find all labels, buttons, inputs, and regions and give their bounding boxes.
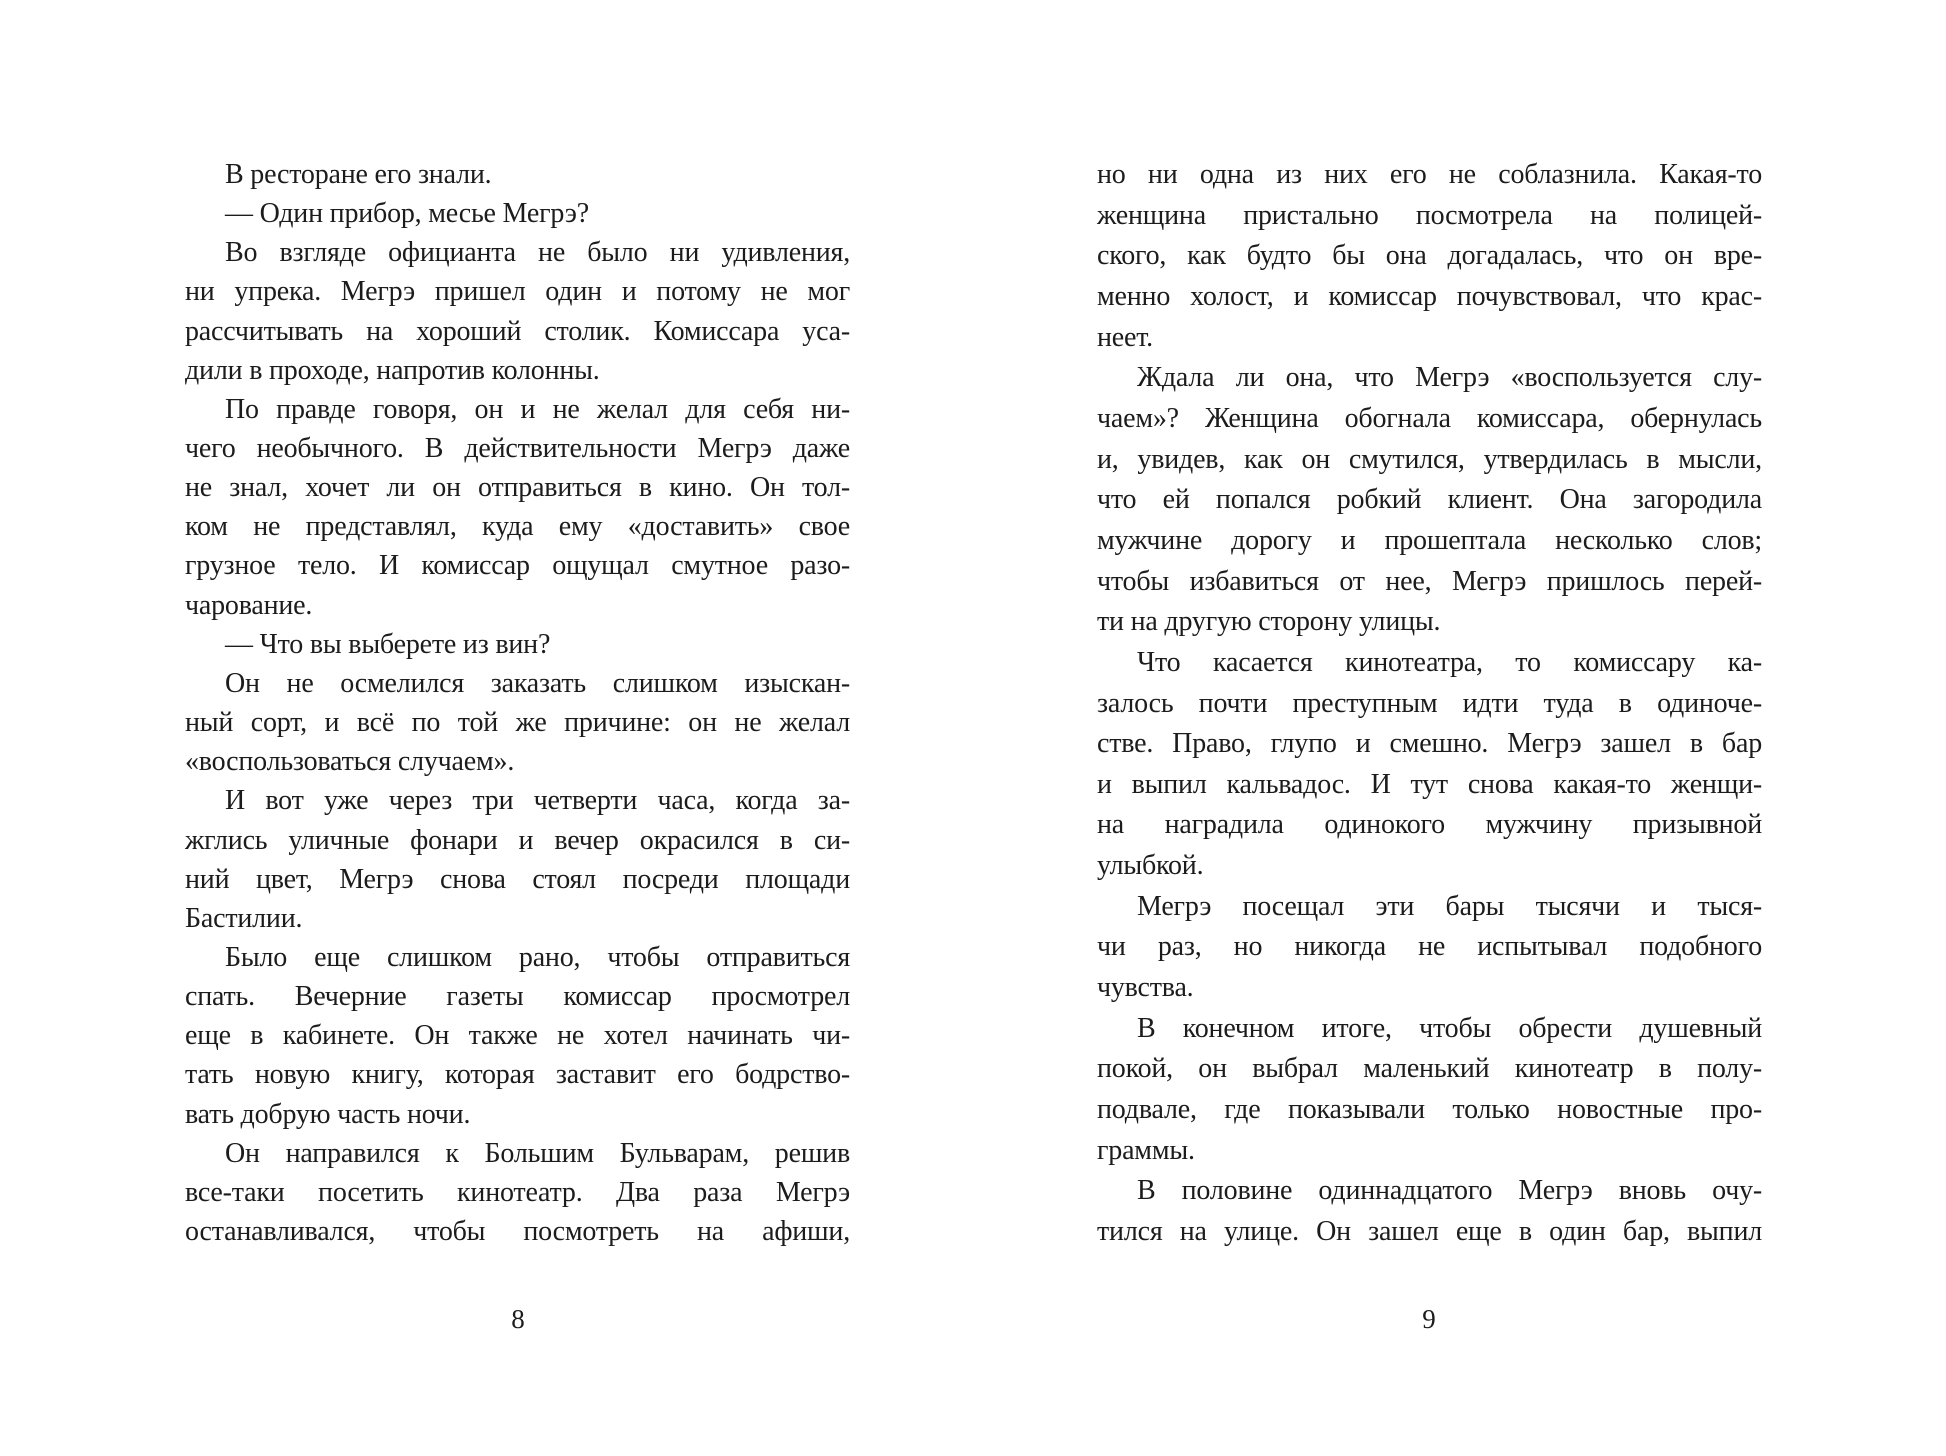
text-line: В половине одиннадцатого Мегрэ вновь очу- [1137, 1175, 1762, 1207]
text-line: тился на улице. Он зашел еще в один бар, выпил [1097, 1216, 1762, 1247]
text-line: мужчине дорогу и прошептала несколько слов; [1097, 524, 1762, 556]
text-line: ний цвет, Мегрэ снова стоял посреди площади [185, 863, 850, 895]
text-line: ского, как будто бы она догадалась, что он вре- [1097, 240, 1762, 272]
text-line: жглись уличные фонари и вечер окрасился в си- [185, 824, 850, 856]
right-page [973, 0, 1946, 1456]
text-line: улыбкой. [1097, 850, 1204, 882]
text-line: женщина пристально посмотрела на полицей- [1097, 199, 1762, 231]
text-line: ком не представлял, куда ему «доставить» свое [185, 511, 850, 543]
text-line: Что касается кинотеатра, то комиссару ка- [1137, 646, 1762, 678]
text-line: спать. Вечерние газеты комиссар просмотрел [185, 981, 850, 1013]
right-page-text [1097, 0, 1762, 1300]
text-line: «воспользоваться случаем». [185, 746, 515, 778]
text-line: Он направился к Большим Бульварам, решив [225, 1137, 850, 1169]
text-line: грузное тело. И комиссар ощущал смутное разо- [185, 550, 850, 582]
text-line: вать добрую часть ночи. [185, 1098, 471, 1130]
text-line: Мегрэ посещал эти бары тысячи и тыся- [1137, 890, 1762, 922]
text-line: дили в проходе, напротив колонны. [185, 354, 600, 386]
text-line: чувства. [1097, 972, 1194, 1004]
text-line: и, увидев, как он смутился, утвердилась в мысли, [1097, 443, 1762, 475]
text-line: на наградила одинокого мужчину призывной [1097, 809, 1762, 841]
text-line: рассчитывать на хороший столик. Комиссара уса- [185, 315, 850, 347]
text-line: ти на другую сторону улицы. [1097, 606, 1441, 638]
text-line: неет. [1097, 321, 1153, 353]
text-line: менно холост, и комиссар почувствовал, что крас- [1097, 280, 1762, 312]
text-line: И вот уже через три четверти часа, когда за- [225, 785, 850, 817]
text-line: По правде говоря, он и не желал для себя ни- [225, 393, 850, 425]
text-line: чего необычного. В действительности Мегрэ даже [185, 433, 850, 465]
text-line: стве. Право, глупо и смешно. Мегрэ зашел в бар [1097, 728, 1762, 760]
page-number: 8 [511, 1304, 525, 1334]
text-line: Во взгляде официанта не было ни удивления, [225, 237, 850, 269]
text-line: покой, он выбрал маленький кинотеатр в полу- [1097, 1053, 1762, 1085]
text-line: чарование. [185, 589, 313, 621]
text-line: и выпил кальвадос. И тут снова какая-то женщи- [1097, 768, 1762, 800]
text-line: — Один прибор, месье Мегрэ? [225, 198, 589, 230]
text-line: останавливался, чтобы посмотреть на афиши, [185, 1216, 850, 1247]
left-page-text [185, 0, 850, 1300]
text-line: Бастилии. [185, 902, 303, 934]
text-line: но ни одна из них его не соблазнила. Какая-то [1097, 159, 1762, 190]
text-line: тать новую книгу, которая заставит его бодрство- [185, 1059, 850, 1091]
text-line: все-таки посетить кинотеатр. Два раза Мегрэ [185, 1176, 850, 1208]
text-line: чтобы избавиться от нее, Мегрэ пришлось перей- [1097, 565, 1762, 597]
text-line: ный сорт, и всё по той же причине: он не желал [185, 707, 850, 739]
text-line: Он не осмелился заказать слишком изыскан- [225, 667, 850, 699]
text-line: — Что вы выберете из вин? [225, 628, 551, 660]
text-line: Ждала ли она, что Мегрэ «воспользуется слу- [1137, 362, 1762, 394]
page-number: 9 [1422, 1304, 1436, 1334]
text-line: граммы. [1097, 1134, 1195, 1166]
text-line: залось почти преступным идти туда в одиноче- [1097, 687, 1762, 719]
text-line: что ей попался робкий клиент. Она загородила [1097, 484, 1762, 516]
text-line: подвале, где показывали только новостные про- [1097, 1094, 1762, 1126]
text-line: не знал, хочет ли он отправиться в кино. Он тол- [185, 472, 850, 504]
text-line: Было еще слишком рано, чтобы отправиться [225, 941, 850, 973]
text-line: чи раз, но никогда не испытывал подобного [1097, 931, 1762, 963]
text-line: ни упрека. Мегрэ пришел один и потому не мог [185, 276, 850, 308]
text-line: В ресторане его знали. [225, 159, 492, 190]
text-line: В конечном итоге, чтобы обрести душевный [1137, 1012, 1762, 1044]
text-line: чаем»? Женщина обогнала комиссара, обернулась [1097, 402, 1762, 434]
text-line: еще в кабинете. Он также не хотел начинать чи- [185, 1020, 850, 1052]
